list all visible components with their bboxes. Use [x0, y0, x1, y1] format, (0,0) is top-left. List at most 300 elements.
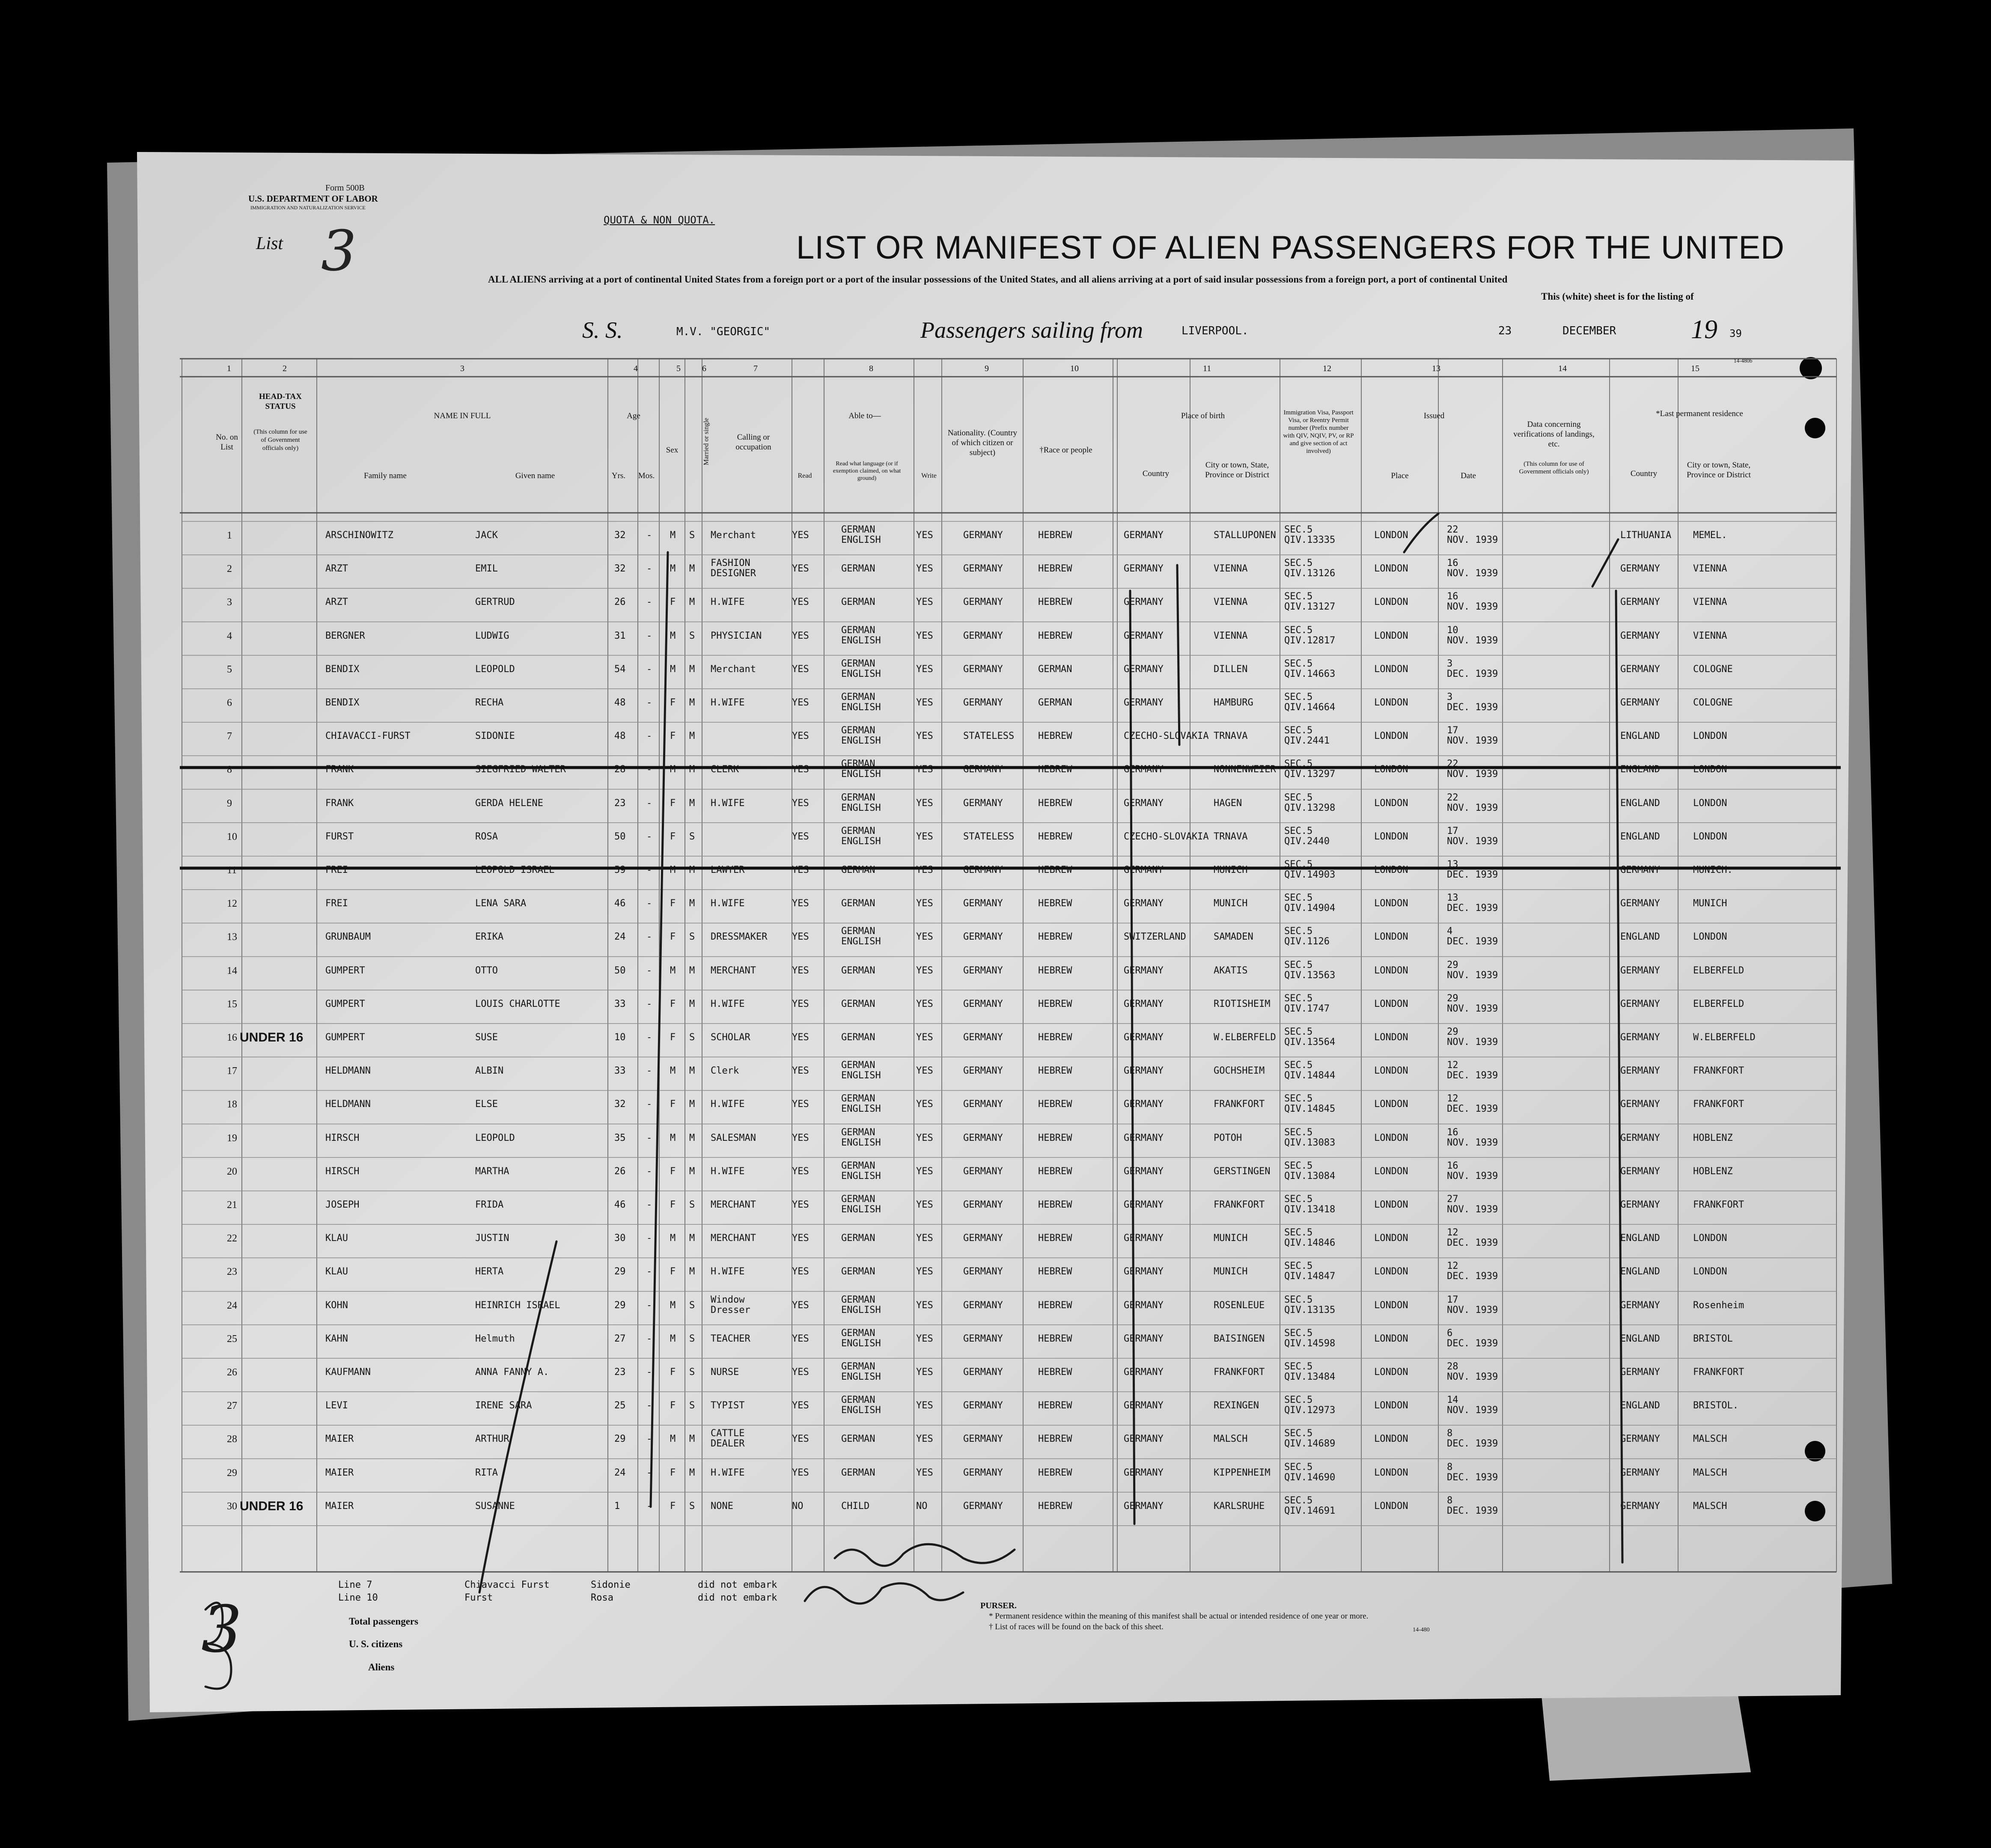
read-language: GERMAN ENGLISH	[841, 1060, 881, 1081]
note-line: Line 7	[338, 1580, 372, 1590]
form-number: Form 500B	[325, 183, 365, 193]
sex: F	[670, 798, 676, 809]
row-number: 30	[227, 1500, 237, 1512]
note-line: Line 10	[338, 1592, 378, 1603]
age-years: 24	[614, 931, 626, 943]
read-language: GERMAN ENGLISH	[841, 1093, 881, 1115]
sex: M	[670, 1065, 676, 1077]
issued-date: 4 DEC. 1939	[1447, 926, 1498, 947]
given-name: GERDA HELENE	[475, 798, 543, 809]
family-name: GUMPERT	[325, 1032, 365, 1043]
col-verification: Data concerning verifications of landings, etc.	[1513, 420, 1595, 449]
residence-country: ENGLAND	[1620, 1333, 1660, 1344]
read-language: GERMAN	[841, 998, 875, 1009]
marital-status: M	[689, 1166, 695, 1177]
sex: M	[670, 1300, 676, 1311]
list-label: List	[256, 234, 283, 253]
issued-date: 29 NOV. 1939	[1447, 1027, 1498, 1047]
column-number: 4	[634, 364, 638, 373]
can-write: YES	[916, 597, 933, 608]
issued-place: LONDON	[1374, 865, 1408, 875]
col-birth-city: City or town, State, Province or District	[1205, 461, 1269, 479]
can-write: YES	[916, 764, 933, 775]
sex: F	[670, 1400, 676, 1411]
read-language: GERMAN ENGLISH	[841, 792, 881, 813]
read-language: GERMAN	[841, 1266, 875, 1277]
birth-country: GERMANY	[1124, 1233, 1164, 1244]
given-name: LENA SARA	[475, 898, 527, 909]
birth-country: GERMANY	[1124, 1266, 1164, 1277]
can-write: YES	[916, 1132, 933, 1143]
col-no-on-list: No. on List	[216, 433, 238, 452]
residence-city: FRANKFORT	[1693, 1199, 1744, 1210]
age-years: 26	[614, 1166, 626, 1177]
family-name: FREI	[325, 865, 348, 875]
birth-city: HAMBURG	[1214, 697, 1253, 708]
service-label: IMMIGRATION AND NATURALIZATION SERVICE	[250, 205, 366, 211]
residence-country: ENGLAND	[1620, 798, 1660, 809]
birth-city: MUNICH	[1214, 1233, 1248, 1244]
residence-city: VIENNA	[1693, 597, 1727, 608]
row-number: 24	[227, 1300, 237, 1311]
residence-city: MALSCH	[1693, 1434, 1727, 1445]
issued-date: 28 NOV. 1939	[1447, 1361, 1498, 1382]
col-res-country: Country	[1630, 469, 1658, 478]
list-number: 3	[321, 218, 357, 283]
visa-number: SEC.5 QIV.14847	[1284, 1261, 1336, 1282]
residence-city: MALSCH	[1693, 1467, 1727, 1478]
birth-country: GERMANY	[1124, 1132, 1164, 1143]
read-language: GERMAN ENGLISH	[841, 1294, 881, 1315]
age-years: 23	[614, 798, 626, 809]
birth-country: GERMANY	[1124, 1199, 1164, 1210]
read-language: GERMAN ENGLISH	[841, 926, 881, 947]
read-language: GERMAN	[841, 597, 875, 608]
nationality: GERMANY	[963, 563, 1003, 574]
residence-city: LONDON	[1693, 798, 1727, 809]
visa-number: SEC.5 QIV.14844	[1284, 1060, 1336, 1081]
sex: F	[670, 831, 676, 842]
head-tax-status: UNDER 16	[240, 1499, 304, 1513]
issued-place: LONDON	[1374, 1300, 1408, 1311]
race: HEBREW	[1038, 597, 1072, 608]
occupation: H.WIFE	[711, 697, 745, 708]
race: HEBREW	[1038, 1400, 1072, 1411]
can-read: YES	[792, 1266, 809, 1277]
col-mos: Mos.	[638, 471, 655, 480]
read-language: GERMAN ENGLISH	[841, 1395, 881, 1416]
age-years: 32	[614, 1099, 626, 1110]
occupation: Window Dresser	[711, 1294, 750, 1315]
can-write: YES	[916, 798, 933, 809]
birth-city: STALLUPONEN	[1214, 530, 1276, 541]
issued-place: LONDON	[1374, 931, 1408, 943]
nationality: GERMANY	[963, 764, 1003, 775]
birth-country: GERMANY	[1124, 998, 1164, 1009]
can-read: YES	[792, 597, 809, 608]
issued-date: 12 DEC. 1939	[1447, 1093, 1498, 1115]
residence-city: VIENNA	[1693, 630, 1727, 641]
issued-date: 8 DEC. 1939	[1447, 1428, 1498, 1449]
sex: F	[670, 1500, 676, 1512]
age-months: -	[646, 831, 652, 842]
marital-status: M	[689, 798, 695, 809]
race: HEBREW	[1038, 1099, 1072, 1110]
birth-country: GERMANY	[1124, 1099, 1164, 1110]
residence-city: LONDON	[1693, 931, 1727, 943]
family-name: GUMPERT	[325, 998, 365, 1009]
visa-number: SEC.5 QIV.13335	[1284, 524, 1336, 545]
occupation: H.WIFE	[711, 1467, 745, 1478]
row-number: 14	[227, 965, 237, 976]
age-months: -	[646, 1333, 652, 1344]
marital-status: S	[689, 630, 695, 641]
birth-country: GERMANY	[1124, 1434, 1164, 1445]
residence-country: GERMANY	[1620, 1467, 1660, 1478]
age-months: -	[646, 965, 652, 976]
issued-place: LONDON	[1374, 1266, 1408, 1277]
occupation: H.WIFE	[711, 1166, 745, 1177]
family-name: FRANK	[325, 798, 354, 809]
can-read: YES	[792, 1065, 809, 1077]
issued-date: 27 NOV. 1939	[1447, 1194, 1498, 1215]
birth-city: VIENNA	[1214, 597, 1248, 608]
occupation: MERCHANT	[711, 1233, 756, 1244]
marital-status: M	[689, 597, 695, 608]
race: HEBREW	[1038, 1300, 1072, 1311]
birth-city: POTOH	[1214, 1132, 1242, 1143]
age-years: 29	[614, 1300, 626, 1311]
age-months: -	[646, 1434, 652, 1445]
issued-place: LONDON	[1374, 1434, 1408, 1445]
sex: F	[670, 1266, 676, 1277]
nationality: GERMANY	[963, 630, 1003, 641]
given-name: JUSTIN	[475, 1233, 509, 1244]
marital-status: M	[689, 1233, 695, 1244]
row-number: 27	[227, 1400, 237, 1412]
sex: M	[670, 965, 676, 976]
birth-country: GERMANY	[1124, 1467, 1164, 1478]
residence-country: GERMANY	[1620, 1434, 1660, 1445]
race: HEBREW	[1038, 898, 1072, 909]
issued-date: 22 NOV. 1939	[1447, 792, 1498, 813]
visa-number: SEC.5 QIV.13563	[1284, 959, 1336, 981]
nationality: GERMANY	[963, 1099, 1003, 1110]
col-head-tax: HEAD-TAX STATUS	[259, 392, 302, 411]
age-years: 29	[614, 1434, 626, 1445]
age-years: 30	[614, 1233, 626, 1244]
residence-country: GERMANY	[1620, 1300, 1660, 1311]
can-read: YES	[792, 831, 809, 842]
given-name: RECHA	[475, 697, 504, 708]
family-name: JOSEPH	[325, 1199, 360, 1210]
birth-country: GERMANY	[1124, 563, 1164, 574]
birth-city: BAISINGEN	[1214, 1333, 1265, 1344]
sex: F	[670, 597, 676, 608]
family-name: FREI	[325, 898, 348, 909]
note-family-name: Chiavacci Furst	[464, 1580, 550, 1590]
can-read: YES	[792, 630, 809, 641]
age-months: -	[646, 798, 652, 809]
column-number: 13	[1432, 364, 1440, 373]
issued-date: 16 NOV. 1939	[1447, 1160, 1498, 1181]
family-name: HIRSCH	[325, 1132, 360, 1143]
visa-number: SEC.5 QIV.14598	[1284, 1327, 1336, 1349]
residence-city: FRANKFORT	[1693, 1065, 1744, 1077]
subtitle-2: This (white) sheet is for the listing of	[1541, 291, 1694, 302]
given-name: ERIKA	[475, 931, 504, 943]
visa-number: SEC.5 QIV.13127	[1284, 591, 1336, 613]
sex: M	[670, 764, 676, 775]
marital-status: S	[689, 831, 695, 842]
age-years: 29	[614, 1266, 626, 1277]
year-suffix: 39	[1729, 327, 1742, 339]
issued-date: 12 DEC. 1939	[1447, 1227, 1498, 1249]
can-read: YES	[792, 865, 809, 875]
read-language: GERMAN ENGLISH	[841, 1327, 881, 1349]
issued-date: 14 NOV. 1939	[1447, 1395, 1498, 1416]
can-read: YES	[792, 764, 809, 775]
nationality: GERMANY	[963, 664, 1003, 675]
sex: F	[670, 731, 676, 742]
ss-label: S. S.	[582, 317, 623, 343]
nationality: GERMANY	[963, 965, 1003, 976]
can-write: YES	[916, 1166, 933, 1177]
race: GERMAN	[1038, 697, 1072, 708]
issued-date: 17 NOV. 1939	[1447, 825, 1498, 847]
birth-country: GERMANY	[1124, 597, 1164, 608]
family-name: FRANK	[325, 764, 354, 775]
col-place-of-birth: Place of birth	[1181, 411, 1225, 420]
occupation: TEACHER	[711, 1333, 750, 1344]
can-write: YES	[916, 1065, 933, 1077]
issued-place: LONDON	[1374, 898, 1408, 909]
visa-number: SEC.5 QIV.13297	[1284, 759, 1336, 780]
given-name: ROSA	[475, 831, 498, 842]
can-write: YES	[916, 1266, 933, 1277]
column-number: 15	[1691, 364, 1699, 373]
read-language: GERMAN ENGLISH	[841, 1160, 881, 1181]
residence-city: W.ELBERFELD	[1693, 1032, 1756, 1043]
can-write: YES	[916, 664, 933, 675]
row-number: 15	[227, 998, 237, 1010]
residence-country: ENGLAND	[1620, 1266, 1660, 1277]
residence-city: LONDON	[1693, 1233, 1727, 1244]
issued-date: 10 NOV. 1939	[1447, 625, 1498, 646]
family-name: CHIAVACCI-FURST	[325, 731, 411, 742]
age-years: 10	[614, 1032, 626, 1043]
sex: F	[670, 1032, 676, 1043]
issued-date: 6 DEC. 1939	[1447, 1327, 1498, 1349]
visa-number: SEC.5 QIV.2441	[1284, 725, 1330, 747]
issued-place: LONDON	[1374, 998, 1408, 1009]
birth-city: MUNICH	[1214, 865, 1248, 875]
marital-status: S	[689, 1032, 695, 1043]
column-number: 5	[676, 364, 681, 373]
age-years: 26	[614, 597, 626, 608]
sex: M	[670, 865, 676, 875]
given-name: LEOPOLD ISRAEL	[475, 865, 555, 875]
col-nationality: Nationality. (Country of which citizen or subject)	[947, 429, 1018, 457]
age-years: 25	[614, 1400, 626, 1411]
issued-place: LONDON	[1374, 731, 1408, 742]
age-years: 46	[614, 1199, 626, 1210]
issued-date: 29 NOV. 1939	[1447, 993, 1498, 1014]
column-number: 14	[1558, 364, 1567, 373]
birth-country: GERMANY	[1124, 530, 1164, 541]
race: HEBREW	[1038, 998, 1072, 1009]
read-language: GERMAN ENGLISH	[841, 658, 881, 679]
read-language: GERMAN	[841, 1467, 875, 1478]
birth-country: GERMANY	[1124, 1300, 1164, 1311]
family-name: FURST	[325, 831, 354, 842]
issued-place: LONDON	[1374, 530, 1408, 541]
residence-city: LONDON	[1693, 731, 1727, 742]
given-name: HERTA	[475, 1266, 504, 1277]
can-read: YES	[792, 731, 809, 742]
birth-city: MUNICH	[1214, 898, 1248, 909]
row-number: 10	[227, 831, 237, 842]
residence-city: VIENNA	[1693, 563, 1727, 574]
issued-date: 13 DEC. 1939	[1447, 893, 1498, 914]
occupation: CLERK	[711, 764, 739, 775]
nationality: GERMANY	[963, 697, 1003, 708]
birth-country: GERMANY	[1124, 764, 1164, 775]
can-write: YES	[916, 530, 933, 541]
nationality: GERMANY	[963, 1199, 1003, 1210]
age-months: -	[646, 731, 652, 742]
race: HEBREW	[1038, 1166, 1072, 1177]
marital-status: S	[689, 931, 695, 943]
nationality: STATELESS	[963, 831, 1015, 842]
age-years: 27	[614, 1333, 626, 1344]
page-title: LIST OR MANIFEST OF ALIEN PASSENGERS FOR THE UNITED	[796, 229, 1785, 266]
residence-city: MUNICH	[1693, 898, 1727, 909]
residence-country: GERMANY	[1620, 697, 1660, 708]
col-birth-country: Country	[1142, 469, 1170, 478]
issued-place: LONDON	[1374, 1400, 1408, 1411]
can-read: YES	[792, 798, 809, 809]
race: HEBREW	[1038, 1500, 1072, 1512]
column-number: 6	[702, 364, 706, 373]
col-race: †Race or people	[1039, 446, 1092, 455]
footer-form-code: 14-480	[1413, 1627, 1430, 1633]
given-name: SIEGFRIED WALTER	[475, 764, 566, 775]
marital-status: M	[689, 764, 695, 775]
column-number: 9	[985, 364, 989, 373]
issued-place: LONDON	[1374, 1166, 1408, 1177]
sex: M	[670, 563, 676, 574]
residence-country: GERMANY	[1620, 1065, 1660, 1077]
given-name: LEOPOLD	[475, 664, 515, 675]
residence-city: FRANKFORT	[1693, 1367, 1744, 1378]
visa-number: SEC.5 QIV.12817	[1284, 625, 1336, 646]
can-write: YES	[916, 1367, 933, 1378]
issued-place: LONDON	[1374, 597, 1408, 608]
row-number: 3	[227, 597, 232, 608]
residence-city: MUNICH.	[1693, 865, 1733, 875]
residence-city: HOBLENZ	[1693, 1166, 1733, 1177]
age-months: -	[646, 1500, 652, 1512]
read-language: GERMAN ENGLISH	[841, 759, 881, 780]
birth-country: GERMANY	[1124, 965, 1164, 976]
visa-number: SEC.5 QIV.14690	[1284, 1461, 1336, 1483]
note-family-name: Furst	[464, 1592, 493, 1603]
birth-city: VIENNA	[1214, 630, 1248, 641]
sailing-label: Passengers sailing from	[920, 317, 1143, 343]
given-name: SUSANNE	[475, 1500, 515, 1512]
race: HEBREW	[1038, 630, 1072, 641]
ship-name: M.V. "GEORGIC"	[676, 325, 771, 338]
row-number: 9	[227, 798, 232, 809]
age-months: -	[646, 764, 652, 775]
visa-number: SEC.5 QIV.13126	[1284, 558, 1336, 579]
birth-country: GERMANY	[1124, 630, 1164, 641]
birth-city: MUNICH	[1214, 1266, 1248, 1277]
read-language: GERMAN	[841, 1233, 875, 1244]
residence-city: BRISTOL	[1693, 1333, 1733, 1344]
given-name: EMIL	[475, 563, 498, 574]
given-name: JACK	[475, 530, 498, 541]
read-language: GERMAN ENGLISH	[841, 625, 881, 646]
sex: F	[670, 697, 676, 708]
residence-city: ELBERFELD	[1693, 965, 1744, 976]
sailing-month: DECEMBER	[1562, 324, 1616, 337]
sex: M	[670, 630, 676, 641]
given-name: ARTHUR	[475, 1434, 509, 1445]
nationality: GERMANY	[963, 1333, 1003, 1344]
read-language: CHILD	[841, 1500, 870, 1512]
given-name: MARTHA	[475, 1166, 509, 1177]
nationality: GERMANY	[963, 1132, 1003, 1143]
age-years: 28	[614, 764, 626, 775]
marital-status: S	[689, 1400, 695, 1411]
residence-city: COLOGNE	[1693, 697, 1733, 708]
race: HEBREW	[1038, 1132, 1072, 1143]
issued-date: 8 DEC. 1939	[1447, 1495, 1498, 1516]
col-sex: Sex	[666, 446, 679, 455]
race: HEBREW	[1038, 764, 1072, 775]
row-number: 7	[227, 731, 232, 742]
column-number: 12	[1323, 364, 1331, 373]
issued-date: 12 DEC. 1939	[1447, 1261, 1498, 1282]
issued-place: LONDON	[1374, 798, 1408, 809]
col-issued-date: Date	[1461, 471, 1476, 480]
can-write: YES	[916, 1099, 933, 1110]
race: HEBREW	[1038, 1434, 1072, 1445]
occupation: SCHOLAR	[711, 1032, 750, 1043]
issued-date: 17 NOV. 1939	[1447, 1294, 1498, 1315]
note-given-name: Sidonie	[591, 1580, 631, 1590]
can-write: YES	[916, 1233, 933, 1244]
row-number: 20	[227, 1166, 237, 1177]
read-language: GERMAN ENGLISH	[841, 524, 881, 545]
marital-status: M	[689, 664, 695, 675]
birth-city: ROSENLEUE	[1214, 1300, 1265, 1311]
marital-status: M	[689, 563, 695, 574]
row-number: 6	[227, 697, 232, 708]
can-read: YES	[792, 1367, 809, 1378]
note-given-name: Rosa	[591, 1592, 613, 1603]
issued-date: 13 DEC. 1939	[1447, 859, 1498, 880]
row-number: 22	[227, 1233, 237, 1244]
marital-status: S	[689, 1367, 695, 1378]
issued-place: LONDON	[1374, 965, 1408, 976]
column-number: 3	[460, 364, 464, 373]
visa-number: SEC.5 QIV.14691	[1284, 1495, 1336, 1516]
row-number: 18	[227, 1099, 237, 1110]
col-read: Read	[798, 472, 812, 479]
